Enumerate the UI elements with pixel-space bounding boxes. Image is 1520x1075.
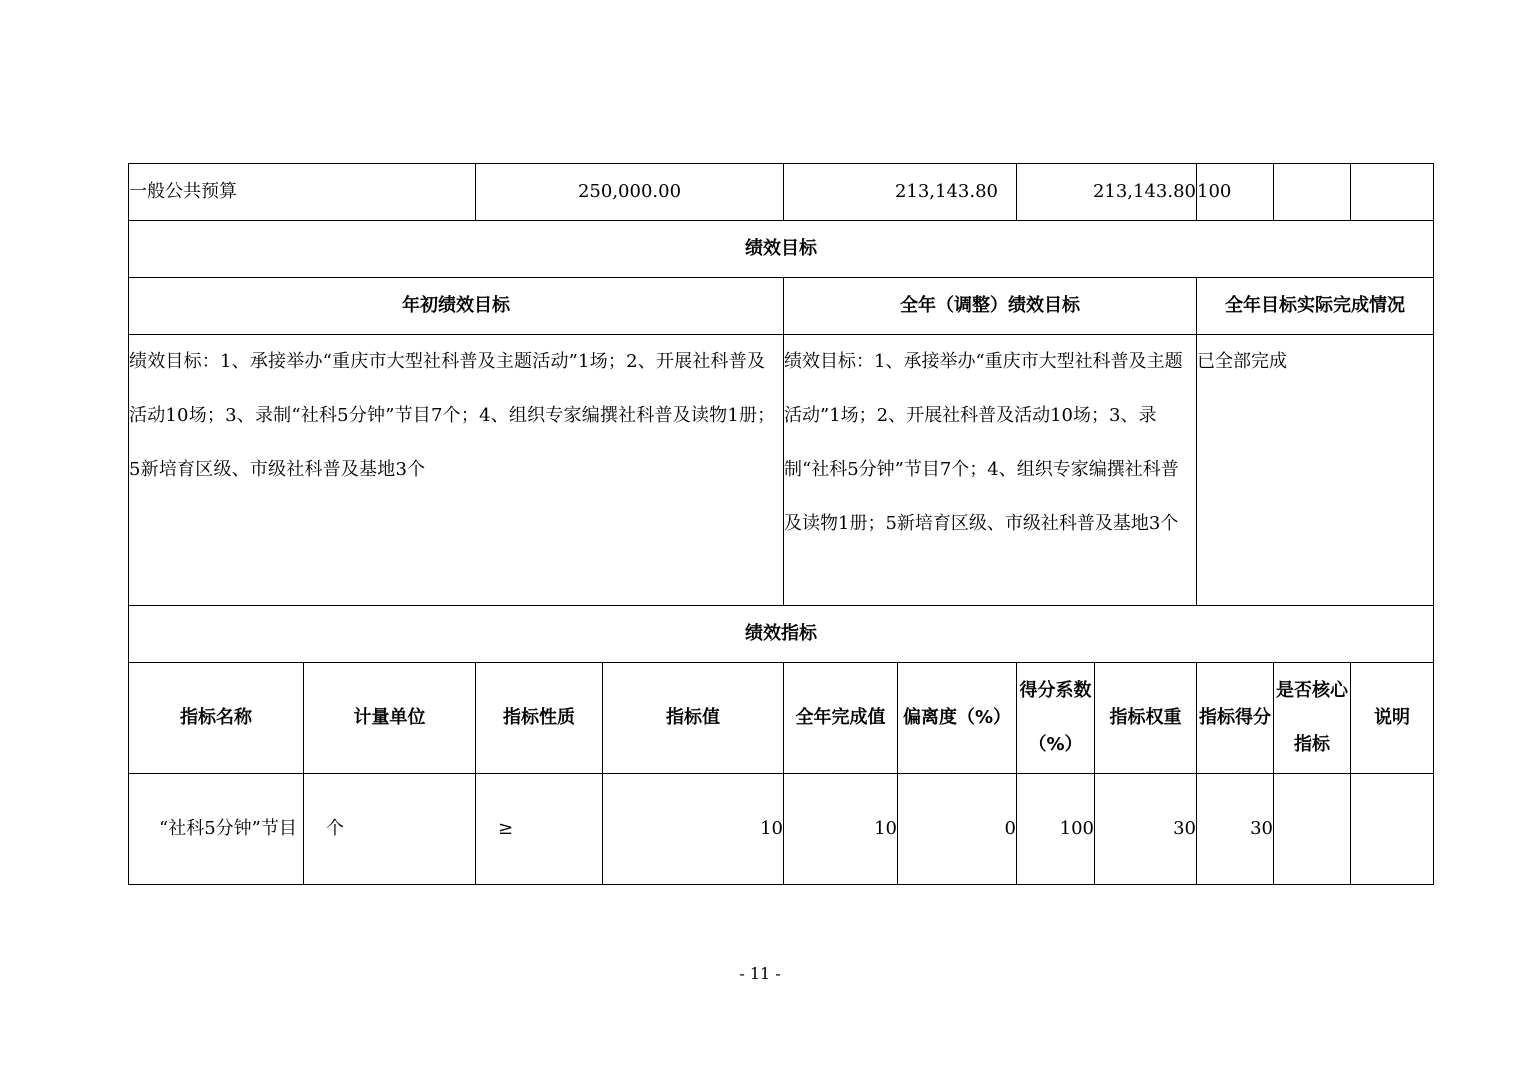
header-adjusted-goal: 全年（调整）绩效目标 bbox=[784, 278, 1197, 335]
indicators-header-row bbox=[129, 663, 1434, 774]
header-deviation: 偏离度（%） bbox=[898, 663, 1017, 774]
table-row bbox=[129, 774, 1434, 885]
indicator-value: 10 bbox=[603, 774, 784, 885]
initial-goal-text: 绩效目标：1、承接举办“重庆市大型社科普及主题活动”1场；2、开展社科普及活动10场；3、录制“社科5分钟”节目7个；4、组织专家编撰社科普及读物1册；5新培育区级、市级社科普及基地3个 bbox=[129, 335, 784, 606]
header-score: 指标得分 bbox=[1197, 663, 1274, 774]
goals-title-row bbox=[129, 221, 1434, 278]
indicator-nature: ≥ bbox=[476, 774, 603, 885]
adjusted-goal-text: 绩效目标：1、承接举办“重庆市大型社科普及主题活动”1场；2、开展社科普及活动10场；3、录制“社科5分钟”节目7个；4、组织专家编撰社科普及读物1册；5新培育区级、市级社科普及基地3个 bbox=[784, 335, 1197, 606]
budget-extra-2 bbox=[1351, 164, 1434, 221]
header-score-coefficient: 得分系数（%） bbox=[1017, 663, 1095, 774]
header-indicator-value: 指标值 bbox=[603, 663, 784, 774]
actual-completion-text: 已全部完成 bbox=[1197, 335, 1434, 606]
budget-extra-1 bbox=[1274, 164, 1351, 221]
goals-section-title: 绩效目标 bbox=[129, 221, 1434, 278]
page-number: - 11 - bbox=[739, 964, 781, 983]
indicator-coefficient: 100 bbox=[1017, 774, 1095, 885]
indicator-core bbox=[1274, 774, 1351, 885]
indicators-title-row bbox=[129, 606, 1434, 663]
header-weight: 指标权重 bbox=[1095, 663, 1197, 774]
header-nature: 指标性质 bbox=[476, 663, 603, 774]
indicator-completed: 10 bbox=[784, 774, 898, 885]
execution-rate: 100 bbox=[1197, 164, 1274, 221]
indicator-unit: 个 bbox=[304, 774, 476, 885]
indicators-section-title: 绩效指标 bbox=[129, 606, 1434, 663]
indicator-note bbox=[1351, 774, 1434, 885]
header-completed-value: 全年完成值 bbox=[784, 663, 898, 774]
header-initial-goal: 年初绩效目标 bbox=[129, 278, 784, 335]
annual-budget-value: 250,000.00 bbox=[476, 164, 784, 221]
header-actual-completion: 全年目标实际完成情况 bbox=[1197, 278, 1434, 335]
goals-content-row bbox=[129, 335, 1434, 606]
budget-row bbox=[129, 164, 1434, 221]
indicator-weight: 30 bbox=[1095, 774, 1197, 885]
header-note: 说明 bbox=[1351, 663, 1434, 774]
header-indicator-name: 指标名称 bbox=[129, 663, 304, 774]
adjusted-budget-value: 213,143.80 bbox=[784, 164, 1017, 221]
goals-header-row bbox=[129, 278, 1434, 335]
header-core-indicator: 是否核心指标 bbox=[1274, 663, 1351, 774]
executed-value: 213,143.80 bbox=[1017, 164, 1197, 221]
indicator-score: 30 bbox=[1197, 774, 1274, 885]
indicator-deviation: 0 bbox=[898, 774, 1017, 885]
performance-table bbox=[128, 163, 1434, 885]
indicator-name: “社科5分钟”节目 bbox=[129, 774, 304, 885]
budget-label: 一般公共预算 bbox=[129, 164, 476, 221]
header-unit: 计量单位 bbox=[304, 663, 476, 774]
